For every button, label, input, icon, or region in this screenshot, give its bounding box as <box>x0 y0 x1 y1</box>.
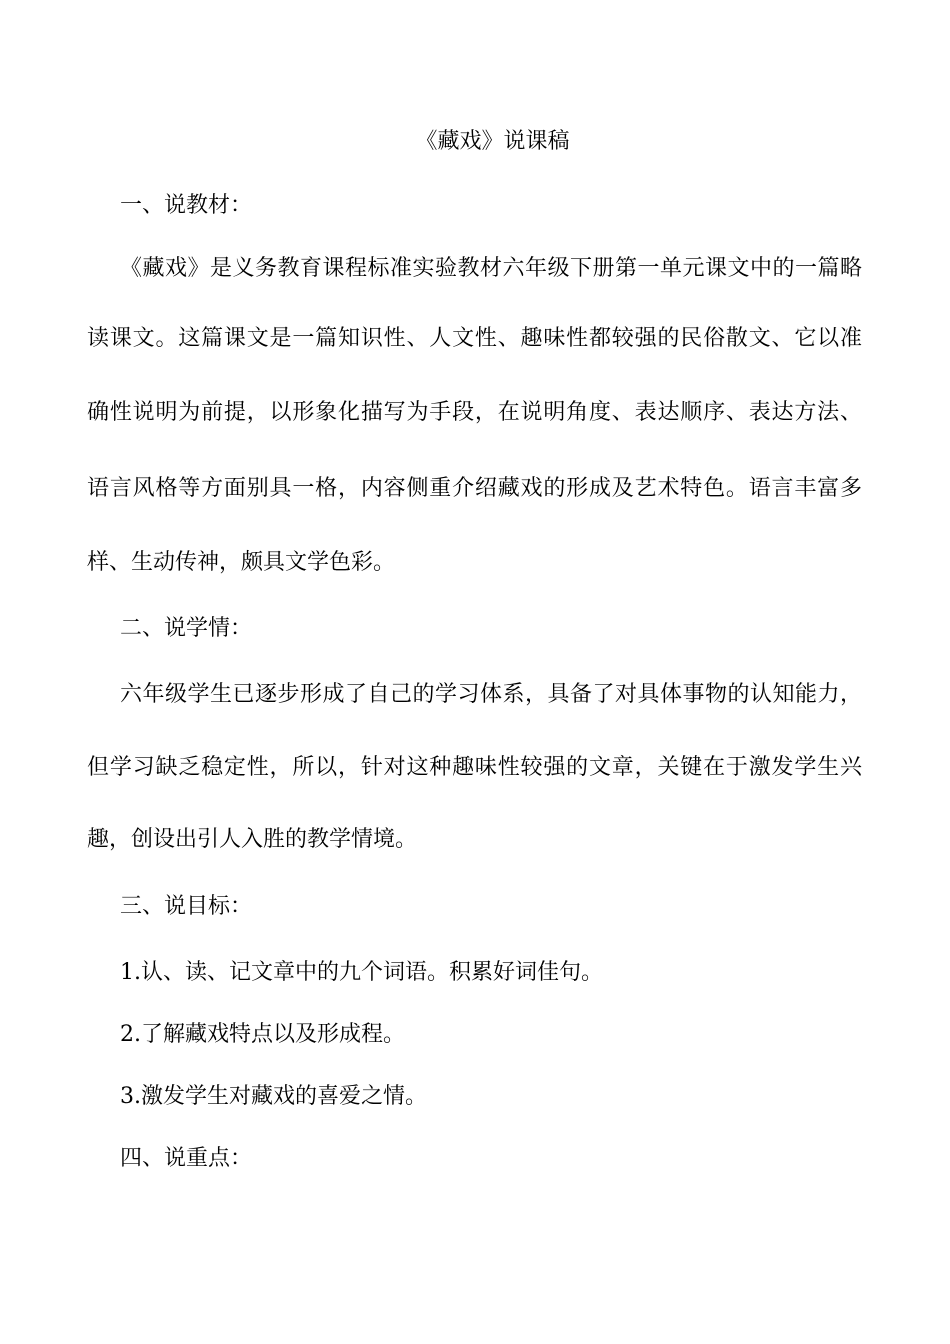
objective-item-2: 2.了解藏戏特点以及形成程。 <box>120 1022 405 1047</box>
paragraph-line: 语言风格等方面别具一格，内容侧重介绍藏戏的形成及艺术特色。语言丰富多 <box>87 476 862 501</box>
paragraph-line: 《藏戏》是义务教育课程标准实验教材六年级下册第一单元课文中的一篇略 <box>120 256 862 281</box>
section-heading-objectives: 三、说目标： <box>120 894 253 919</box>
section-heading-students: 二、说学情： <box>120 616 253 641</box>
paragraph-line: 六年级学生已逐步形成了自己的学习体系，具备了对具体事物的认知能力， <box>120 682 862 707</box>
document-title: 《藏戏》说课稿 <box>415 129 570 154</box>
section-heading-key-points: 四、说重点： <box>120 1146 253 1171</box>
objective-item-3: 3.激发学生对藏戏的喜爱之情。 <box>120 1084 427 1109</box>
paragraph-line: 读课文。这篇课文是一篇知识性、人文性、趣味性都较强的民俗散文、它以准 <box>87 326 862 351</box>
objective-item-1: 1.认、读、记文章中的九个词语。积累好词佳句。 <box>120 960 603 985</box>
paragraph-line: 确性说明为前提，以形象化描写为手段，在说明角度、表达顺序、表达方法、 <box>87 400 862 425</box>
section-heading-textbook: 一、说教材： <box>120 193 253 218</box>
paragraph-line: 但学习缺乏稳定性，所以，针对这种趣味性较强的文章，关键在于激发学生兴 <box>87 755 862 780</box>
paragraph-line: 样、生动传神，颇具文学色彩。 <box>87 550 396 575</box>
paragraph-line: 趣，创设出引人入胜的教学情境。 <box>87 827 418 852</box>
